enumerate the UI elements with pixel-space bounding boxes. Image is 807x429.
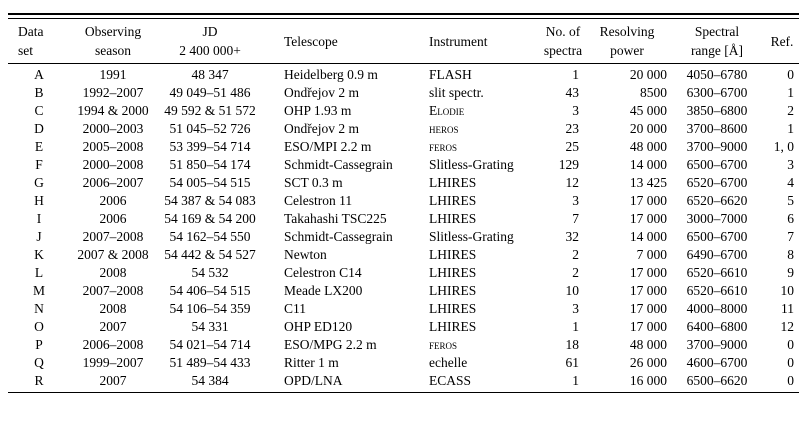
cell-range: 6500–6620 bbox=[669, 372, 765, 393]
cell-jd: 54 442 & 54 527 bbox=[164, 247, 256, 262]
cell-instrument: LHIRES bbox=[429, 283, 477, 298]
table-top-double-rule bbox=[8, 18, 799, 393]
column-header-line: Data bbox=[18, 24, 44, 39]
cell-ref: 8 bbox=[787, 247, 794, 262]
column-header-line: range [Å] bbox=[690, 43, 744, 58]
cell-season: 2007–2008 bbox=[82, 283, 144, 298]
cell-season: 2000–2003 bbox=[82, 121, 144, 136]
column-header-telescope bbox=[264, 19, 429, 64]
cell-season: 2008 bbox=[99, 265, 127, 280]
column-header-line: power bbox=[610, 43, 644, 58]
cell-set: Q bbox=[34, 355, 44, 370]
cell-jd: 54 169 & 54 200 bbox=[164, 211, 256, 226]
cell-season: 2006 bbox=[99, 193, 127, 208]
cell-telescope: Schmidt-Cassegrain bbox=[284, 229, 393, 244]
cell-spectra: 1 bbox=[541, 372, 585, 393]
cell-range: 6500–6700 bbox=[686, 157, 748, 172]
cell-instrument: LHIRES bbox=[429, 319, 477, 334]
cell-jd: 49 049–51 486 bbox=[169, 85, 251, 100]
cell-set: K bbox=[34, 247, 44, 262]
cell-season: 2008 bbox=[99, 301, 127, 316]
cell-telescope: OHP ED120 bbox=[284, 319, 353, 334]
cell-instrument: slit spectr. bbox=[429, 85, 484, 100]
cell-set: B bbox=[34, 85, 44, 100]
column-header-line: Observing bbox=[84, 24, 142, 39]
cell-instrument: LHIRES bbox=[429, 175, 477, 190]
cell-set: P bbox=[35, 337, 43, 352]
cell-set: A bbox=[34, 67, 44, 82]
cell-power: 17 000 bbox=[629, 211, 667, 226]
cell-telescope: Newton bbox=[284, 247, 327, 262]
cell-power: 26 000 bbox=[629, 355, 667, 370]
cell-instrument: FLASH bbox=[429, 67, 472, 82]
cell-jd: 54 106–54 359 bbox=[169, 301, 251, 316]
cell-jd: 54 384 bbox=[156, 372, 264, 393]
cell-ref: 0 bbox=[765, 372, 799, 393]
cell-spectra: 3 bbox=[572, 193, 579, 208]
cell-instrument: ECASS bbox=[429, 372, 541, 393]
cell-power: 13 425 bbox=[629, 175, 667, 190]
table-row-E bbox=[8, 138, 799, 156]
column-header-instrument bbox=[429, 19, 541, 64]
cell-instrument: LHIRES bbox=[429, 211, 477, 226]
table-row-C bbox=[8, 102, 799, 120]
cell-instrument: LHIRES bbox=[429, 247, 477, 262]
cell-ref: 0 bbox=[787, 337, 794, 352]
cell-instrument: LHIRES bbox=[429, 193, 477, 208]
column-header-line: Resolving bbox=[599, 24, 655, 39]
cell-set: N bbox=[34, 301, 44, 316]
table-body bbox=[8, 64, 799, 393]
column-header-line: 2 400 000+ bbox=[179, 43, 241, 58]
cell-season: 2006 bbox=[99, 211, 127, 226]
cell-set: D bbox=[34, 121, 44, 136]
cell-spectra: 1 bbox=[572, 67, 579, 82]
cell-power: 17 000 bbox=[629, 283, 667, 298]
cell-instrument: Elodie bbox=[429, 103, 465, 118]
cell-instrument: feros bbox=[429, 139, 458, 154]
cell-jd: 51 045–52 726 bbox=[169, 121, 251, 136]
cell-jd: 48 347 bbox=[191, 67, 229, 82]
column-header-ref bbox=[765, 19, 799, 64]
cell-season: 2007 & 2008 bbox=[77, 247, 149, 262]
cell-instrument: feros bbox=[429, 337, 458, 352]
cell-range: 6520–6700 bbox=[686, 175, 748, 190]
cell-ref: 7 bbox=[787, 229, 794, 244]
cell-telescope: ESO/MPG 2.2 m bbox=[284, 337, 377, 352]
column-header-set bbox=[8, 19, 70, 64]
cell-power: 8500 bbox=[640, 85, 667, 100]
cell-ref: 1, 0 bbox=[773, 139, 794, 154]
table-row-J bbox=[8, 228, 799, 246]
cell-spectra: 2 bbox=[572, 247, 579, 262]
cell-telescope: Celestron 11 bbox=[284, 193, 353, 208]
table-row-M bbox=[8, 282, 799, 300]
cell-power: 17 000 bbox=[629, 265, 667, 280]
cell-instrument: Slitless-Grating bbox=[429, 157, 514, 172]
cell-jd: 54 005–54 515 bbox=[169, 175, 251, 190]
cell-ref: 0 bbox=[787, 67, 794, 82]
cell-range: 4050–6780 bbox=[686, 67, 748, 82]
cell-spectra: 32 bbox=[565, 229, 579, 244]
cell-spectra: 12 bbox=[565, 175, 579, 190]
cell-range: 3850–6800 bbox=[686, 103, 748, 118]
table-row-G bbox=[8, 174, 799, 192]
cell-telescope: Takahashi TSC225 bbox=[284, 211, 387, 226]
column-header-line: JD bbox=[202, 24, 218, 39]
cell-spectra: 18 bbox=[565, 337, 579, 352]
table-row-K bbox=[8, 246, 799, 264]
cell-set: F bbox=[35, 157, 43, 172]
cell-ref: 11 bbox=[781, 301, 794, 316]
cell-range: 6520–6610 bbox=[686, 283, 748, 298]
column-header-power bbox=[585, 19, 669, 64]
cell-set: M bbox=[32, 283, 45, 298]
cell-season: 2007 bbox=[70, 372, 156, 393]
cell-range: 3700–8600 bbox=[686, 121, 748, 136]
column-header-spectra bbox=[541, 19, 585, 64]
cell-jd: 54 331 bbox=[191, 319, 229, 334]
cell-instrument: LHIRES bbox=[429, 265, 477, 280]
column-header-line: Spectral bbox=[694, 24, 740, 39]
cell-set: O bbox=[34, 319, 44, 334]
cell-jd: 53 399–54 714 bbox=[169, 139, 251, 154]
cell-power: 16 000 bbox=[585, 372, 669, 393]
cell-spectra: 2 bbox=[572, 265, 579, 280]
cell-jd: 54 532 bbox=[191, 265, 229, 280]
cell-range: 6490–6700 bbox=[686, 247, 748, 262]
cell-power: 17 000 bbox=[629, 301, 667, 316]
cell-telescope: OHP 1.93 m bbox=[284, 103, 352, 118]
column-header-season bbox=[70, 19, 156, 64]
table-row-D bbox=[8, 120, 799, 138]
column-header-line: spectra bbox=[543, 43, 583, 58]
cell-ref: 6 bbox=[787, 211, 794, 226]
table-row-I bbox=[8, 210, 799, 228]
column-header-line: Instrument bbox=[429, 33, 488, 49]
cell-power: 48 000 bbox=[629, 337, 667, 352]
table-header-row bbox=[8, 19, 799, 64]
cell-jd: 51 850–54 174 bbox=[169, 157, 251, 172]
cell-telescope: Ritter 1 m bbox=[284, 355, 339, 370]
cell-ref: 4 bbox=[787, 175, 794, 190]
column-header-jd bbox=[156, 19, 264, 64]
cell-power: 20 000 bbox=[629, 67, 667, 82]
cell-ref: 1 bbox=[787, 85, 794, 100]
cell-season: 1999–2007 bbox=[82, 355, 144, 370]
cell-jd: 54 387 & 54 083 bbox=[164, 193, 256, 208]
cell-ref: 3 bbox=[787, 157, 794, 172]
cell-season: 2005–2008 bbox=[82, 139, 144, 154]
cell-set: G bbox=[34, 175, 44, 190]
cell-season: 1991 bbox=[99, 67, 127, 82]
cell-range: 6520–6620 bbox=[686, 193, 748, 208]
cell-instrument: heros bbox=[429, 121, 459, 136]
cell-spectra: 25 bbox=[565, 139, 579, 154]
cell-spectra: 3 bbox=[572, 103, 579, 118]
cell-season: 2007–2008 bbox=[82, 229, 144, 244]
cell-telescope: SCT 0.3 m bbox=[284, 175, 343, 190]
cell-spectra: 61 bbox=[565, 355, 579, 370]
cell-power: 20 000 bbox=[629, 121, 667, 136]
cell-ref: 2 bbox=[787, 103, 794, 118]
cell-set: J bbox=[36, 229, 42, 244]
cell-season: 1992–2007 bbox=[82, 85, 144, 100]
cell-telescope: Meade LX200 bbox=[284, 283, 363, 298]
cell-range: 4000–8000 bbox=[686, 301, 748, 316]
cell-spectra: 1 bbox=[572, 319, 579, 334]
observation-log-table bbox=[8, 19, 799, 393]
table-row-L bbox=[8, 264, 799, 282]
cell-range: 6500–6700 bbox=[686, 229, 748, 244]
column-header-line: Ref. bbox=[770, 33, 794, 49]
cell-spectra: 10 bbox=[565, 283, 579, 298]
cell-telescope: C11 bbox=[284, 301, 307, 316]
cell-instrument: echelle bbox=[429, 355, 468, 370]
cell-telescope: Schmidt-Cassegrain bbox=[284, 157, 393, 172]
cell-season: 2007 bbox=[99, 319, 127, 334]
cell-range: 4600–6700 bbox=[686, 355, 748, 370]
cell-set: C bbox=[34, 103, 44, 118]
cell-set: E bbox=[34, 139, 44, 154]
cell-telescope: Heidelberg 0.9 m bbox=[284, 67, 378, 82]
cell-season: 2006–2007 bbox=[82, 175, 144, 190]
column-header-line: season bbox=[95, 43, 131, 58]
column-header-line: Telescope bbox=[284, 33, 338, 49]
table-row-Q bbox=[8, 354, 799, 372]
cell-range: 6300–6700 bbox=[686, 85, 748, 100]
cell-range: 6400–6800 bbox=[686, 319, 748, 334]
table-row-P bbox=[8, 336, 799, 354]
table-row-R bbox=[8, 372, 799, 393]
cell-spectra: 3 bbox=[572, 301, 579, 316]
cell-set: I bbox=[36, 211, 42, 226]
cell-spectra: 23 bbox=[565, 121, 579, 136]
cell-jd: 51 489–54 433 bbox=[169, 355, 251, 370]
cell-range: 6520–6610 bbox=[686, 265, 748, 280]
cell-telescope: Ondřejov 2 m bbox=[284, 85, 359, 100]
cell-set: H bbox=[34, 193, 44, 208]
cell-power: 17 000 bbox=[629, 193, 667, 208]
column-header-range bbox=[669, 19, 765, 64]
table-row-F bbox=[8, 156, 799, 174]
cell-range: 3000–7000 bbox=[686, 211, 748, 226]
cell-range: 3700–9000 bbox=[686, 337, 748, 352]
cell-instrument: LHIRES bbox=[429, 301, 477, 316]
cell-instrument: Slitless-Grating bbox=[429, 229, 514, 244]
cell-power: 14 000 bbox=[629, 157, 667, 172]
column-header-line: No. of bbox=[545, 24, 581, 39]
cell-range: 3700–9000 bbox=[686, 139, 748, 154]
observation-log-table-container bbox=[8, 13, 799, 393]
cell-season: 1994 & 2000 bbox=[77, 103, 149, 118]
cell-jd: 54 162–54 550 bbox=[169, 229, 251, 244]
table-row-N bbox=[8, 300, 799, 318]
cell-spectra: 129 bbox=[558, 157, 579, 172]
cell-ref: 9 bbox=[787, 265, 794, 280]
cell-power: 7 000 bbox=[636, 247, 667, 262]
cell-jd: 54 406–54 515 bbox=[169, 283, 251, 298]
cell-power: 17 000 bbox=[629, 319, 667, 334]
column-header-line: set bbox=[18, 43, 33, 58]
cell-set: L bbox=[34, 265, 44, 280]
table-row-H bbox=[8, 192, 799, 210]
cell-ref: 12 bbox=[780, 319, 794, 334]
cell-ref: 10 bbox=[780, 283, 794, 298]
cell-spectra: 7 bbox=[572, 211, 579, 226]
cell-ref: 0 bbox=[787, 355, 794, 370]
table-row-B bbox=[8, 84, 799, 102]
cell-spectra: 43 bbox=[565, 85, 579, 100]
cell-jd: 49 592 & 51 572 bbox=[164, 103, 256, 118]
cell-power: 45 000 bbox=[629, 103, 667, 118]
cell-power: 48 000 bbox=[629, 139, 667, 154]
cell-season: 2000–2008 bbox=[82, 157, 144, 172]
cell-season: 2006–2008 bbox=[82, 337, 144, 352]
cell-telescope: ESO/MPI 2.2 m bbox=[284, 139, 372, 154]
table-row-A bbox=[8, 64, 799, 85]
cell-telescope: Ondřejov 2 m bbox=[284, 121, 359, 136]
cell-jd: 54 021–54 714 bbox=[169, 337, 251, 352]
cell-set: R bbox=[8, 372, 70, 393]
cell-power: 14 000 bbox=[629, 229, 667, 244]
cell-ref: 5 bbox=[787, 193, 794, 208]
cell-telescope: Celestron C14 bbox=[284, 265, 362, 280]
cell-telescope: OPD/LNA bbox=[264, 372, 429, 393]
cell-ref: 1 bbox=[787, 121, 794, 136]
table-row-O bbox=[8, 318, 799, 336]
